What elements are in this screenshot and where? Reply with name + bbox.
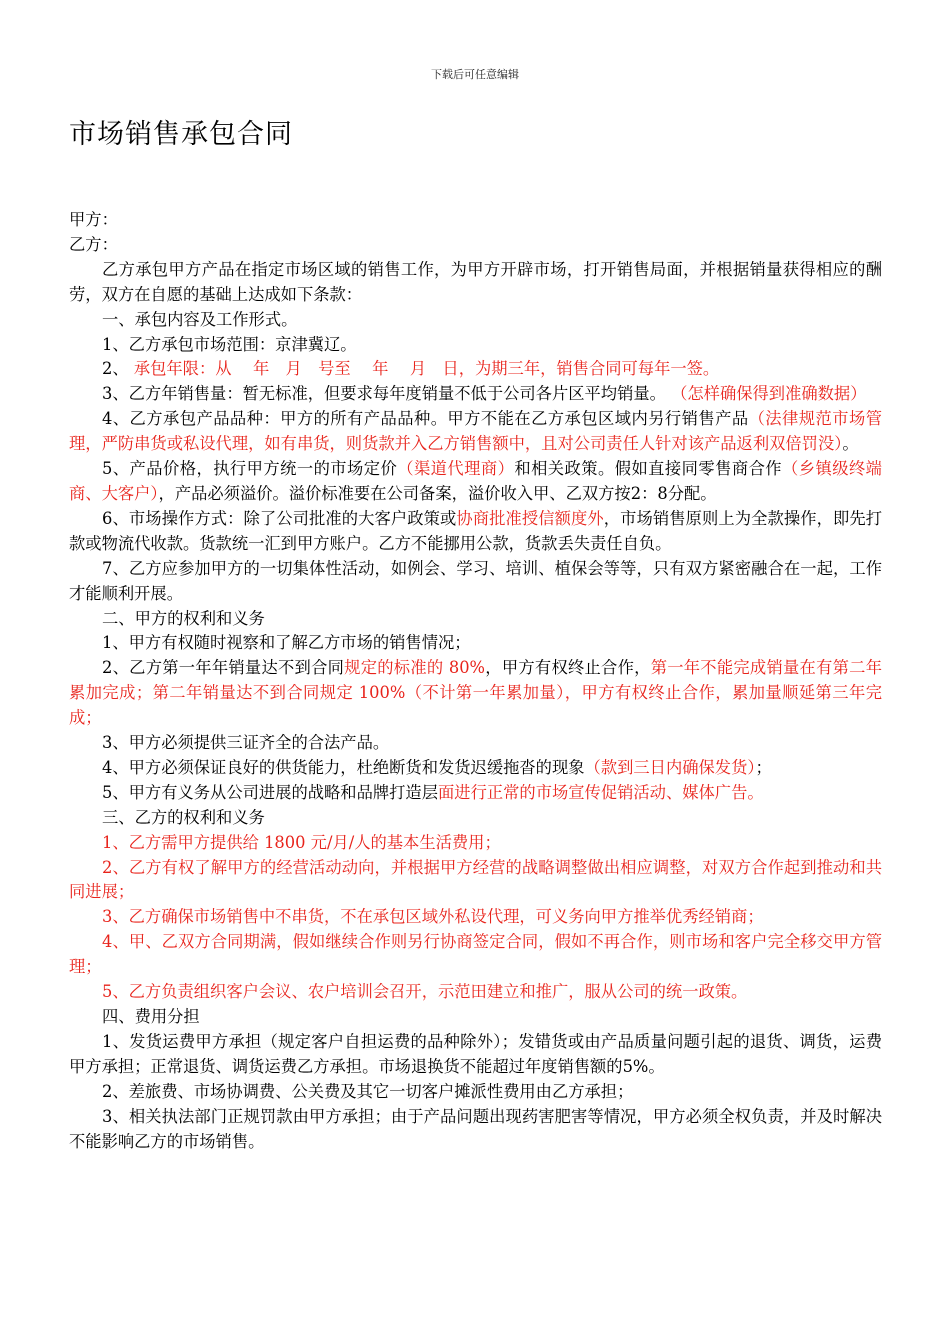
highlighted-text: 4、甲、乙双方合同期满，假如继续合作则另行协商签定合同，假如不再合作，则市场和客户完全移交甲方管理； [69, 932, 882, 977]
contract-paragraph [69, 980, 882, 1005]
contract-paragraph [69, 631, 882, 656]
paragraph-text: 5、甲方有义务从公司进展的战略和品牌打造层 [102, 782, 438, 802]
paragraph-text: 3、甲方必须提供三证齐全的合法产品。 [102, 733, 390, 753]
paragraph-text: 1、乙方承包市场范围：京津冀辽。 [102, 334, 357, 354]
highlighted-text: （乡镇级终端商、大客户） [69, 459, 882, 503]
highlighted-text: （款到三日内确保发货） [584, 757, 756, 777]
paragraph-text: 一、承包内容及工作形式。 [102, 309, 298, 329]
paragraph-text: 4、甲方必须保证良好的供货能力，杜绝断货和发货迟缓拖沓的现象 [102, 757, 585, 777]
highlighted-text: 第一年不能完成销量在有第二年累加完成；第二年销量达不到合同规定 100%（不计第一年累加量），甲方有权终止合作，累加量顺延第三年完成； [69, 658, 882, 728]
paragraph-text: ，市场销售原则上为全款操作，即先打款或物流代收款。货款统一汇到甲方账户。乙方不能挪用公款，货款丢失责任自负。 [69, 508, 882, 553]
paragraph-text: 和相关政策。假如直接同零售商合作 [514, 459, 783, 479]
paragraph-text: 1、发货运费甲方承担（规定客户自担运费的品种除外）；发错货或由产品质量问题引起的退货、调货，运费甲方承担；正常退货、调货运费乙方承担。市场退换货不能超过年度销售额的5%。 [69, 1031, 882, 1076]
paragraph-text: ，甲方有权终止合作， [485, 658, 651, 678]
contract-paragraph [69, 831, 882, 856]
highlighted-text: （渠道代理商） [397, 459, 515, 479]
contract-paragraph [69, 457, 882, 507]
contract-paragraph [69, 308, 882, 333]
contract-paragraph [69, 1105, 882, 1155]
contract-paragraph [69, 1030, 882, 1080]
paragraph-text: 2、差旅费、市场协调费、公关费及其它一切客户摊派性费用由乙方承担； [102, 1081, 634, 1101]
paragraph-text: 3、相关执法部门正规罚款由甲方承担；由于产品问题出现药害肥害等情况，甲方必须全权负责，并及时解决不能影响乙方的市场销售。 [69, 1106, 882, 1151]
highlighted-text: （怎样确保得到准确数据） [671, 384, 867, 404]
contract-paragraph [69, 382, 882, 407]
paragraph-text: 四、费用分担 [102, 1007, 200, 1026]
contract-paragraph [69, 731, 882, 756]
paragraph-text: 7、乙方应参加甲方的一切集体性活动，如例会、学习、培训、植保会等等，只有双方紧密融合在一起，工作才能顺利开展。 [69, 558, 882, 603]
contract-paragraph [69, 806, 882, 831]
contract-paragraph [69, 781, 882, 806]
paragraph-text: ； [755, 757, 772, 777]
paragraph-text: 1、甲方有权随时视察和了解乙方市场的销售情况； [102, 633, 471, 653]
contract-paragraph [69, 258, 882, 308]
highlighted-text: 面进行正常的市场宣传促销活动、媒体广告。 [438, 782, 764, 802]
contract-paragraph [69, 1005, 882, 1030]
paragraph-text: 乙方承包甲方产品在指定市场区域的销售工作，为甲方开辟市场，打开销售局面，并根据销量获得相应的酬劳，双方在自愿的基础上达成如下条款： [69, 259, 882, 304]
document-title: 市场销售承包合同 [69, 119, 293, 150]
paragraph-text: 二、甲方的权利和义务 [102, 608, 265, 628]
highlighted-text: 5、乙方负责组织客户会议、农户培训会召开，示范田建立和推广，服从公司的统一政策。 [102, 982, 748, 1002]
paragraph-text: 2、 [102, 359, 134, 379]
contract-paragraph [69, 407, 882, 457]
contract-paragraph [69, 1080, 882, 1105]
paragraph-text: 甲方： [69, 210, 118, 229]
paragraph-text: 6、市场操作方式：除了公司批准的大客户政策或 [102, 508, 457, 528]
contract-paragraph [69, 233, 882, 258]
paragraph-text: 三、乙方的权利和义务 [102, 807, 265, 827]
paragraph-text: 4、乙方承包产品品种：甲方的所有产品品种。甲方不能在乙方承包区域内另行销售产品 [102, 409, 749, 429]
highlighted-text: 2、乙方有权了解甲方的经营活动动向，并根据甲方经营的战略调整做出相应调整，对双方合作起到推动和共同进展； [69, 857, 882, 902]
contract-paragraph [69, 607, 882, 632]
contract-paragraph [69, 756, 882, 781]
contract-paragraph [69, 557, 882, 607]
highlighted-text: 承包年限：从 年 月 号至 年 月 日，为期三年，销售合同可每年一签。 [133, 359, 720, 379]
highlighted-text: 规定的标准的 80% [344, 658, 486, 678]
highlighted-text: 协商批准授信额度外 [456, 508, 604, 528]
contract-paragraph [69, 930, 882, 980]
paragraph-text: 。 [842, 434, 859, 454]
contract-paragraph [69, 507, 882, 557]
contract-paragraph [69, 208, 882, 233]
highlighted-text: 1、乙方需甲方提供给 1800 元/月/人的基本生活费用； [102, 832, 501, 852]
paragraph-text: 2、乙方第一年年销量达不到合同 [102, 658, 345, 678]
contract-paragraph [69, 856, 882, 906]
highlighted-text: 3、乙方确保市场销售中不串货，不在承包区域外私设代理，可义务向甲方推举优秀经销商； [102, 907, 764, 927]
highlighted-text: （法律规范市场管理，严防串货或私设代理，如有串货，则货款并入乙方销售额中，且对公司责任人针对该产品返利双倍罚没） [69, 409, 882, 454]
paragraph-text: 3、乙方年销售量：暂无标准，但要求每年度销量不低于公司各片区平均销量。 [102, 384, 672, 404]
header-note: 下载后可任意编辑 [431, 68, 519, 81]
contract-paragraph [69, 357, 882, 382]
paragraph-text: 乙方： [69, 234, 118, 254]
paragraph-text: 5、产品价格，执行甲方统一的市场定价 [102, 459, 398, 479]
contract-paragraph [69, 333, 882, 358]
contract-paragraph [69, 905, 882, 930]
paragraph-text: ，产品必须溢价。溢价标准要在公司备案，溢价收入甲、乙双方按2：8分配。 [158, 483, 717, 503]
contract-body [69, 208, 882, 1154]
contract-paragraph [69, 656, 882, 731]
